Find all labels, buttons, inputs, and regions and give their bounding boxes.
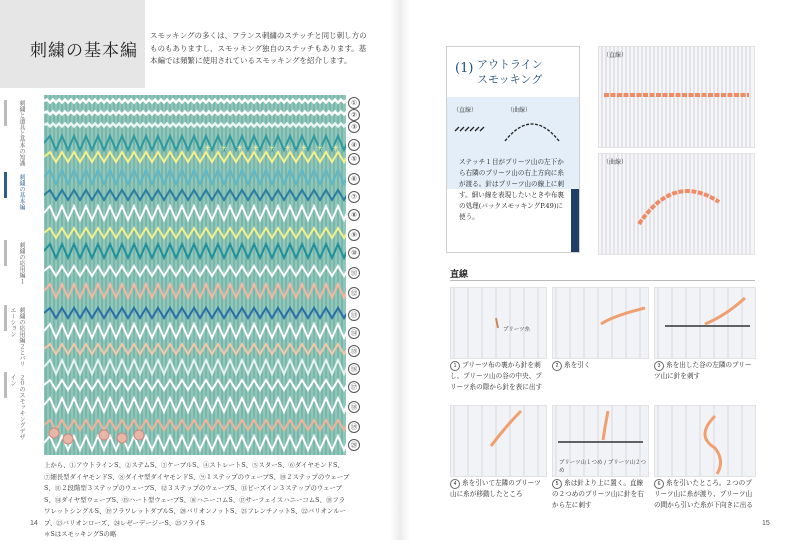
gutter-shadow bbox=[390, 0, 400, 540]
row-number: ⑳ bbox=[348, 439, 360, 451]
gutter-shadow bbox=[400, 0, 410, 540]
svg-text:✳: ✳ bbox=[268, 144, 276, 154]
row-number: ⑱ bbox=[348, 401, 360, 413]
stitch-title-line-2: スモッキング bbox=[477, 73, 543, 86]
caption-note: ＊SはスモッキングSの略 bbox=[44, 530, 117, 538]
stitch-description: ステッチ１目がプリーツ山の左下から右隣のプリーツ山の右上方向に糸が渡る。針はプリーツ山の線上に刺す。細い線を表現したいときや布裏の処理(バックスモッキングP.49)に使う。 bbox=[459, 158, 564, 221]
row-number: ⑫ bbox=[348, 287, 360, 299]
row-number: ① bbox=[348, 97, 360, 109]
step-photo-3 bbox=[654, 287, 756, 359]
chapter-tab-3: 刺繍の応用編１ bbox=[18, 242, 25, 284]
svg-text:✳: ✳ bbox=[316, 144, 324, 154]
row-number: ⑦ bbox=[348, 191, 360, 203]
step-photo-2 bbox=[552, 287, 649, 359]
row-number: ⑲ bbox=[348, 421, 360, 433]
row-number: ⑭ bbox=[348, 327, 360, 339]
stitch-diagram bbox=[447, 111, 571, 161]
row-number: ⑨ bbox=[348, 229, 360, 241]
pleat-texture bbox=[599, 47, 754, 147]
intro-text: スモッキングの多くは、フランス刺繍のステッチと同じ刺し方のものもありますし、スモッキング独自のステッチもあります。基本編では頻繁に使用されているスモッキングを紹介します。 bbox=[150, 31, 367, 65]
step-1-caption: 1 プリーツ布の裏から針を刺し、プリーツ山の谷の中央、プリーツ糸の際から針を表に出す bbox=[450, 361, 543, 391]
section-divider bbox=[450, 280, 755, 281]
pleat-texture bbox=[599, 154, 754, 254]
stitch-title bbox=[477, 57, 543, 87]
chapter-tab-5: ２０のスモッキングデザイン bbox=[9, 374, 25, 440]
row-number: ⑯ bbox=[348, 363, 360, 375]
step-photo-5 bbox=[552, 405, 649, 477]
chapter-tab-4: 刺繍の応用編２とバリエーション bbox=[9, 307, 25, 367]
row-number: ⑥ bbox=[348, 173, 360, 185]
stitch-title-line-1: アウトライン bbox=[477, 58, 543, 71]
row-number: ⑪ bbox=[348, 267, 360, 279]
svg-text:✳: ✳ bbox=[220, 144, 228, 154]
photo-tag-curve: （曲線） bbox=[603, 159, 628, 166]
card-header bbox=[447, 47, 579, 97]
stitch-number: (1) bbox=[455, 61, 474, 76]
diagram-label-straight: （直線） bbox=[453, 107, 478, 114]
row-number: ⑰ bbox=[348, 381, 360, 393]
svg-text:✳: ✳ bbox=[284, 144, 292, 154]
page-number-right: 15 bbox=[762, 520, 770, 527]
step-5-caption: 5 糸は針より上に置く。直線の２つめのプリーツ山に針を右から左に刺す bbox=[552, 479, 644, 509]
stitch-card bbox=[446, 46, 580, 253]
section-label-straight: 直線 bbox=[450, 270, 469, 280]
svg-text:✳: ✳ bbox=[204, 144, 212, 154]
svg-text:✳: ✳ bbox=[252, 144, 260, 154]
row-number: ⑧ bbox=[348, 209, 360, 221]
step-6-caption: 6 糸を引いたところ。２つのプリーツ山に糸が渡り、プリーツ山の間から引いた糸が下向きに出る bbox=[654, 479, 753, 509]
step-5-annotation: プリーツ山１つめ / プリーツ山２つめ bbox=[559, 460, 646, 474]
page-title: 刺繍の基本編 bbox=[30, 41, 138, 61]
svg-text:✳: ✳ bbox=[300, 144, 308, 154]
photo-straight-example bbox=[598, 46, 755, 148]
row-number: ⑬ bbox=[348, 309, 360, 321]
right-page bbox=[400, 0, 800, 540]
title-box bbox=[0, 0, 145, 88]
step-3-caption: 3 糸を出した谷の左隣のプリーツ山に針を刺す bbox=[654, 361, 752, 380]
row-number: ⑩ bbox=[348, 247, 360, 259]
svg-text:✳: ✳ bbox=[236, 144, 244, 154]
row-number: ④ bbox=[348, 139, 360, 151]
sampler-caption bbox=[44, 460, 350, 541]
step-photo-6 bbox=[654, 405, 756, 477]
chapter-tabs bbox=[4, 100, 26, 460]
step-2-caption: 2 糸を引く bbox=[552, 360, 647, 371]
step-1-annotation: プリーツ糸 bbox=[503, 327, 531, 333]
sampler-drawing bbox=[44, 95, 346, 455]
chapter-tab-1: 刺繍と道具と基本の知識 bbox=[18, 100, 25, 166]
svg-text:✳: ✳ bbox=[332, 144, 340, 154]
row-number: ③ bbox=[348, 121, 360, 133]
smocking-sampler-photo bbox=[44, 95, 346, 455]
caption-text: 上から、①アウトラインS、②ステムS、③ケーブルS、④ストレートS、⑤スターS、⑥ダイヤモンドS、⑦細長型ダイヤモンドS、⑧ダイヤ型ダイヤモンドS、⑨１ステップのウェーブS、⑩２ステップのウェーブS、⑪２段階型３ステップのウェーブS、⑫３ステップのウェーブS、⑬ビーズイン３ステップのウェーブS、⑭ダイヤ型ウェーブS、⑮ハート型ウェーブS、⑯ハニーコムS、⑰サーフェイスハニーコムS、⑱フラワレットシングルS、⑲フラワレットダブルS、⑳バリオンノットS、㉑フレンチノットS、㉒バリオンループ、㉓バリオンローズ、㉔レゼーデージーS、㉕フライS bbox=[44, 461, 350, 527]
step-photo-1 bbox=[450, 287, 547, 359]
step-4-caption: 4 糸を引いて左隣のプリーツ山に糸が移動したところ bbox=[450, 479, 541, 498]
row-number: ⑮ bbox=[348, 345, 360, 357]
step-photo-4 bbox=[450, 405, 547, 477]
page-number-left: 14 bbox=[30, 520, 38, 527]
photo-curve-example bbox=[598, 153, 755, 255]
row-number: ② bbox=[348, 109, 360, 121]
photo-tag-straight: （直線） bbox=[603, 52, 628, 59]
diagram-label-curve: （曲線） bbox=[507, 107, 532, 114]
row-number: ⑤ bbox=[348, 153, 360, 165]
chapter-tab-2: 刺繍の基本編 bbox=[18, 174, 25, 210]
